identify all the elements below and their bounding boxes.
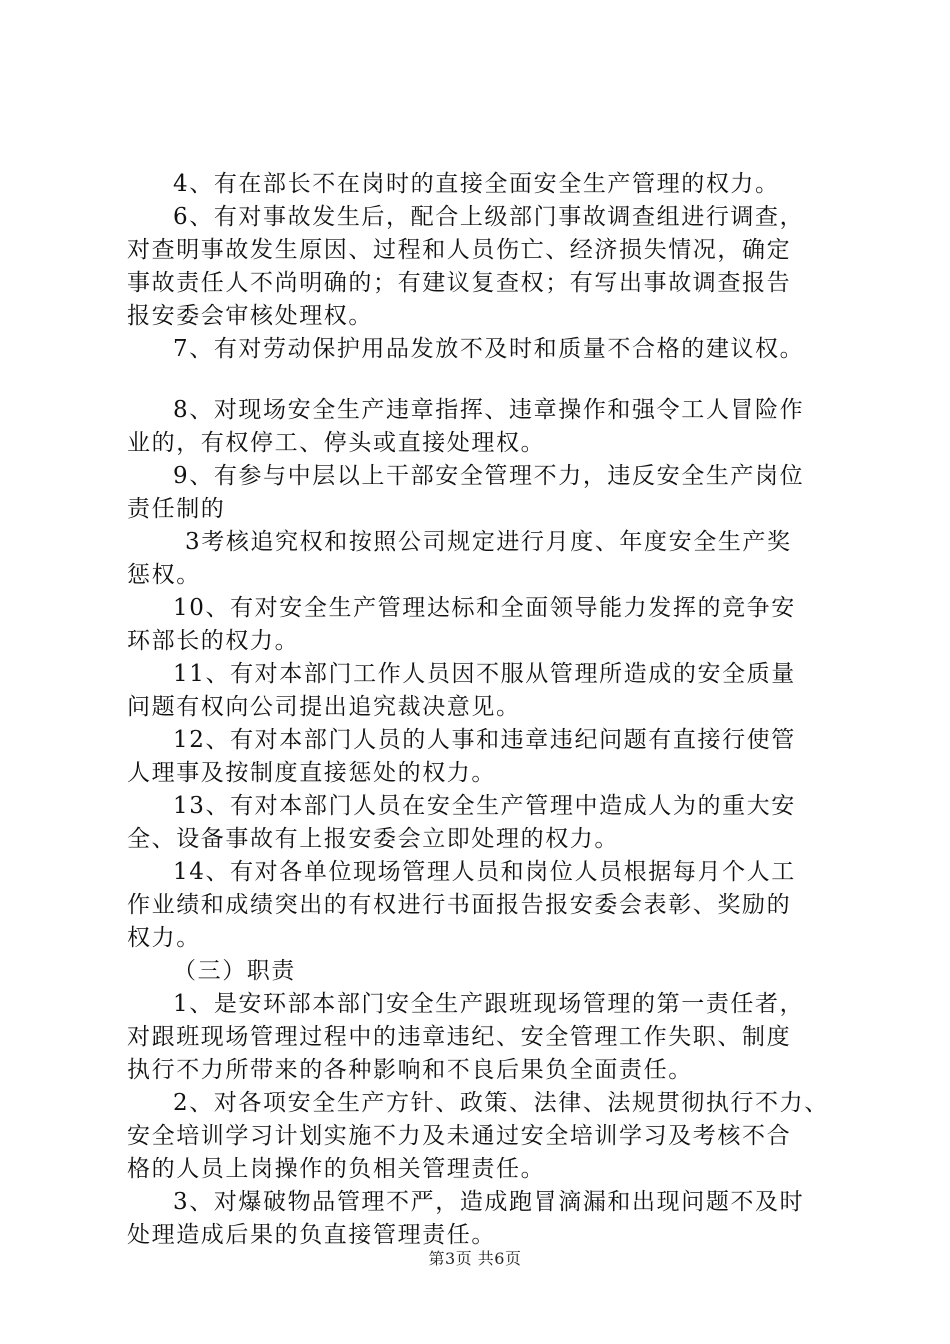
paragraph-line: 4、有在部长不在岗时的直接全面安全生产管理的权力。	[173, 171, 780, 197]
paragraph-line: 10、有对安全生产管理达标和全面领导能力发挥的竞争安	[173, 595, 796, 621]
paragraph-line: 1、是安环部本部门安全生产跟班现场管理的第一责任者，	[173, 991, 805, 1017]
paragraph-line: 格的人员上岗操作的负相关管理责任。	[127, 1156, 546, 1182]
paragraph-line: 6、有对事故发生后，配合上级部门事故调查组进行调查，	[173, 204, 805, 230]
document-body	[127, 168, 847, 1252]
paragraph-line: 事故责任人不尚明确的；有建议复查权；有写出事故调查报告	[127, 270, 792, 296]
paragraph-line: 权力。	[127, 925, 201, 951]
paragraph-line: 12、有对本部门人员的人事和违章违纪问题有直接行使管	[173, 727, 796, 753]
paragraph-line: 报安委会审核处理权。	[127, 303, 373, 329]
section-heading: （三）职责	[173, 958, 296, 984]
paragraph-line: 对跟班现场管理过程中的违章违纪、安全管理工作失职、制度	[127, 1024, 792, 1050]
paragraph-line: 处理造成后果的负直接管理责任。	[127, 1222, 496, 1248]
paragraph-line: 责任制的	[127, 496, 226, 522]
paragraph-line: 对查明事故发生原因、过程和人员伤亡、经济损失情况，确定	[127, 237, 792, 263]
paragraph-line: 人理事及按制度直接惩处的权力。	[127, 760, 496, 786]
paragraph-line: 惩权。	[127, 562, 201, 588]
paragraph-gap	[127, 366, 847, 394]
paragraph-line: 9、有参与中层以上干部安全管理不力，违反安全生产岗位	[173, 463, 805, 489]
paragraph-line: 3考核追究权和按照公司规定进行月度、年度安全生产奖	[185, 529, 792, 555]
page-number-footer: 第3页 共6页	[428, 1249, 522, 1268]
paragraph-line: 环部长的权力。	[127, 628, 300, 654]
paragraph-line: 11、有对本部门工作人员因不服从管理所造成的安全质量	[173, 661, 796, 687]
paragraph-line: 14、有对各单位现场管理人员和岗位人员根据每月个人工	[173, 859, 796, 885]
paragraph-line: 业的，有权停工、停头或直接处理权。	[127, 430, 546, 456]
paragraph-line: 3、对爆破物品管理不严，造成跑冒滴漏和出现问题不及时	[173, 1189, 805, 1215]
paragraph-line: 8、对现场安全生产违章指挥、违章操作和强令工人冒险作	[173, 397, 805, 423]
paragraph-line: 作业绩和成绩突出的有权进行书面报告报安委会表彰、奖励的	[127, 892, 792, 918]
paragraph-line: 全、设备事故有上报安委会立即处理的权力。	[127, 826, 619, 852]
paragraph-line: 执行不力所带来的各种影响和不良后果负全面责任。	[127, 1057, 693, 1083]
paragraph-line: 安全培训学习计划实施不力及未通过安全培训学习及考核不合	[127, 1123, 792, 1149]
paragraph-line: 2、对各项安全生产方针、政策、法律、法规贯彻执行不力、	[173, 1090, 829, 1116]
paragraph-line: 问题有权向公司提出追究裁决意见。	[127, 694, 521, 720]
paragraph-line: 7、有对劳动保护用品发放不及时和质量不合格的建议权。	[173, 336, 805, 362]
paragraph-line: 13、有对本部门人员在安全生产管理中造成人为的重大安	[173, 793, 796, 819]
